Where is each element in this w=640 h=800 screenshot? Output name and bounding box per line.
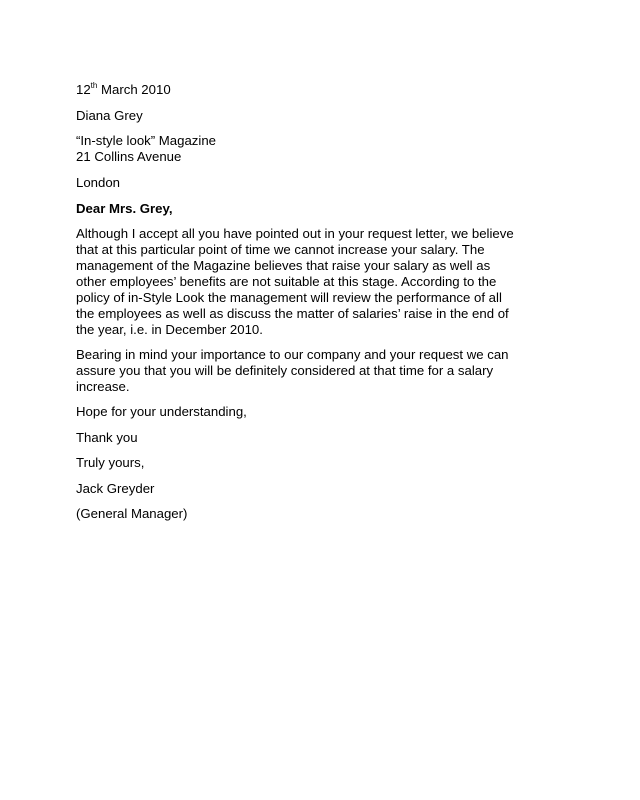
letter-date bbox=[76, 82, 566, 98]
paragraph-1 bbox=[76, 226, 566, 338]
paragraph-2-line: Bearing in mind your importance to our company and your request we can bbox=[76, 347, 509, 362]
paragraph-2-line: increase. bbox=[76, 379, 130, 394]
paragraph-1-line: management of the Magazine believes that raise your salary as well as bbox=[76, 258, 491, 273]
paragraph-1-line: the year, i.e. in December 2010. bbox=[76, 322, 263, 337]
paragraph-2 bbox=[76, 347, 566, 395]
closing-thanks: Thank you bbox=[76, 430, 138, 445]
signoff: Truly yours, bbox=[76, 455, 145, 470]
recipient-address-line2: 21 Collins Avenue bbox=[76, 149, 182, 164]
paragraph-2-line: assure you that you will be definitely considered at that time for a salary bbox=[76, 363, 494, 378]
date-month-year: March 2010 bbox=[97, 82, 171, 97]
paragraph-1-line: the employees as well as discuss the matter of salaries’ raise in the end of bbox=[76, 306, 509, 321]
recipient-address-line1: “In-style look” Magazine bbox=[76, 133, 216, 148]
closing-hope: Hope for your understanding, bbox=[76, 404, 247, 419]
paragraph-1-line: Although I accept all you have pointed out in your request letter, we believe bbox=[76, 226, 514, 241]
recipient-city: London bbox=[76, 175, 121, 190]
signer-name: Jack Greyder bbox=[76, 481, 155, 496]
date-day: 12 bbox=[76, 82, 91, 97]
salutation: Dear Mrs. Grey, bbox=[76, 201, 173, 216]
letter-body bbox=[76, 82, 566, 522]
paragraph-1-line: policy of in-Style Look the management will review the performance of all bbox=[76, 290, 502, 305]
recipient-name: Diana Grey bbox=[76, 108, 143, 123]
signer-title: (General Manager) bbox=[76, 506, 188, 521]
paragraph-1-line: that at this particular point of time we cannot increase your salary. The bbox=[76, 242, 485, 257]
paragraph-1-line: other employees’ benefits are not suitable at this stage. According to the bbox=[76, 274, 497, 289]
date-day-suffix: th bbox=[90, 81, 98, 90]
